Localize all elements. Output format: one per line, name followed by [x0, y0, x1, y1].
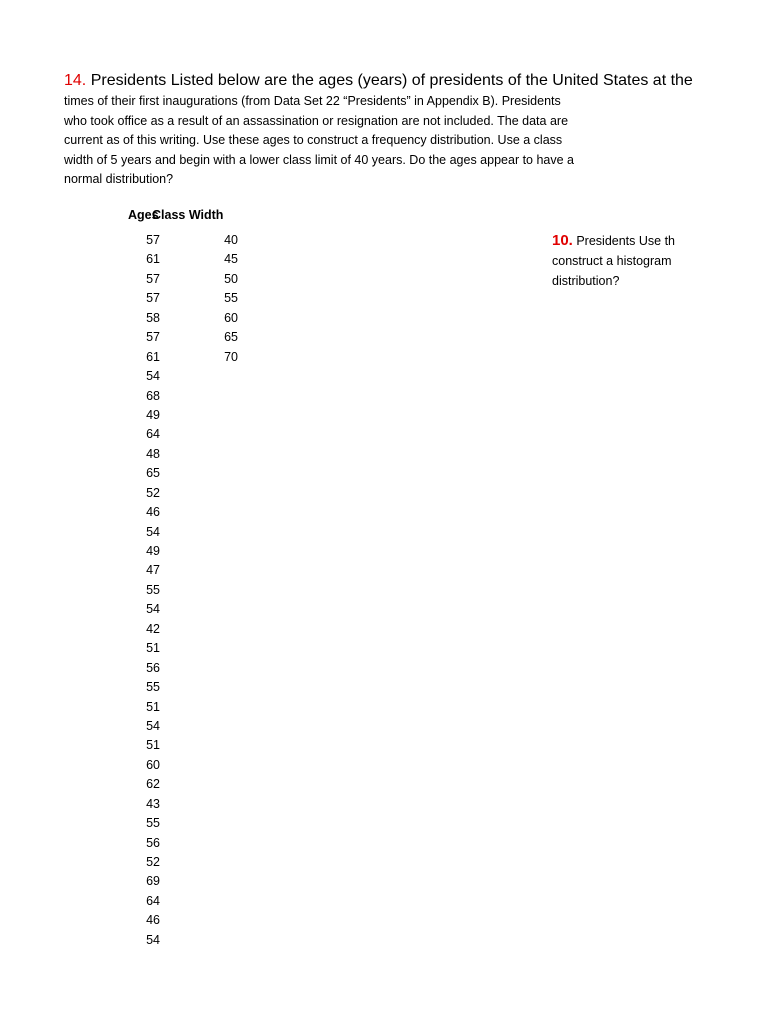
problem-14-line: times of their first inaugurations (from Data Set 22 “Presidents” in Appendix B). Presidents — [64, 94, 561, 108]
problem-10-lead: Presidents Use th — [576, 234, 676, 248]
age-value: 68 — [146, 388, 160, 403]
age-value: 55 — [146, 816, 160, 831]
problem-10-first-line — [552, 231, 768, 251]
class-width-header: Class Width — [152, 208, 224, 222]
age-value: 48 — [146, 446, 160, 461]
class-limit-value: 65 — [224, 330, 238, 345]
age-value: 55 — [146, 582, 160, 597]
age-value: 49 — [146, 544, 160, 558]
problem-14-line: normal distribution? — [64, 172, 174, 187]
age-value: 54 — [146, 602, 160, 617]
age-value: 55 — [146, 680, 160, 695]
class-limit-value: 50 — [224, 271, 238, 286]
age-value: 49 — [146, 407, 160, 422]
ages-header: Ages — [128, 208, 159, 222]
class-limit-value: 45 — [224, 252, 238, 267]
age-value: 46 — [146, 505, 160, 520]
problem-10-line: distribution? — [552, 274, 620, 288]
age-value: 54 — [146, 932, 160, 947]
ages-column — [128, 231, 160, 950]
age-value: 51 — [146, 738, 160, 753]
age-value: 58 — [146, 310, 160, 325]
problem-14-line: who took office as a result of an assassination or resignation are not included. The data are — [64, 113, 569, 128]
age-value: 60 — [146, 757, 160, 772]
age-value: 54 — [146, 369, 160, 384]
age-value: 52 — [146, 855, 160, 869]
age-value: 46 — [146, 913, 160, 928]
age-value: 65 — [146, 466, 160, 481]
class-limit-value: 55 — [224, 291, 238, 306]
age-value: 51 — [146, 641, 160, 656]
age-value: 57 — [146, 271, 160, 286]
age-value: 57 — [146, 233, 160, 247]
problem-10 — [552, 231, 768, 291]
problem-14-line: width of 5 years and begin with a lower class limit of 40 years. Do the ages appear to have a — [64, 152, 575, 167]
problem-14-line: current as of this writing. Use these ages to construct a frequency distribution. Use a class — [64, 133, 563, 148]
problem-14-number: 14. — [64, 72, 87, 89]
age-value: 61 — [146, 252, 160, 267]
age-value: 57 — [146, 330, 160, 345]
problem-14 — [64, 70, 693, 190]
age-value: 42 — [146, 621, 160, 636]
class-limit-value: 60 — [224, 310, 238, 325]
class-limit-value: 40 — [224, 233, 238, 247]
age-value: 62 — [146, 777, 160, 792]
class-limit-value: 70 — [224, 349, 238, 364]
problem-10-line: construct a histogram — [552, 254, 672, 268]
age-value: 69 — [146, 874, 160, 889]
age-value: 43 — [146, 796, 160, 811]
age-value: 64 — [146, 427, 160, 442]
age-value: 57 — [146, 291, 160, 306]
problem-10-number: 10. — [552, 232, 573, 249]
age-value: 56 — [146, 660, 160, 675]
age-value: 61 — [146, 349, 160, 364]
age-value: 51 — [146, 699, 160, 714]
problem-14-lead: Presidents Listed below are the ages (years) of presidents of the United States at the — [90, 72, 693, 89]
problem-14-first-line — [64, 70, 693, 92]
age-value: 56 — [146, 835, 160, 850]
age-value: 54 — [146, 718, 160, 733]
age-value: 64 — [146, 893, 160, 908]
class-width-column — [200, 231, 238, 367]
age-value: 47 — [146, 563, 160, 578]
age-value: 54 — [146, 524, 160, 539]
age-value: 52 — [146, 485, 160, 500]
